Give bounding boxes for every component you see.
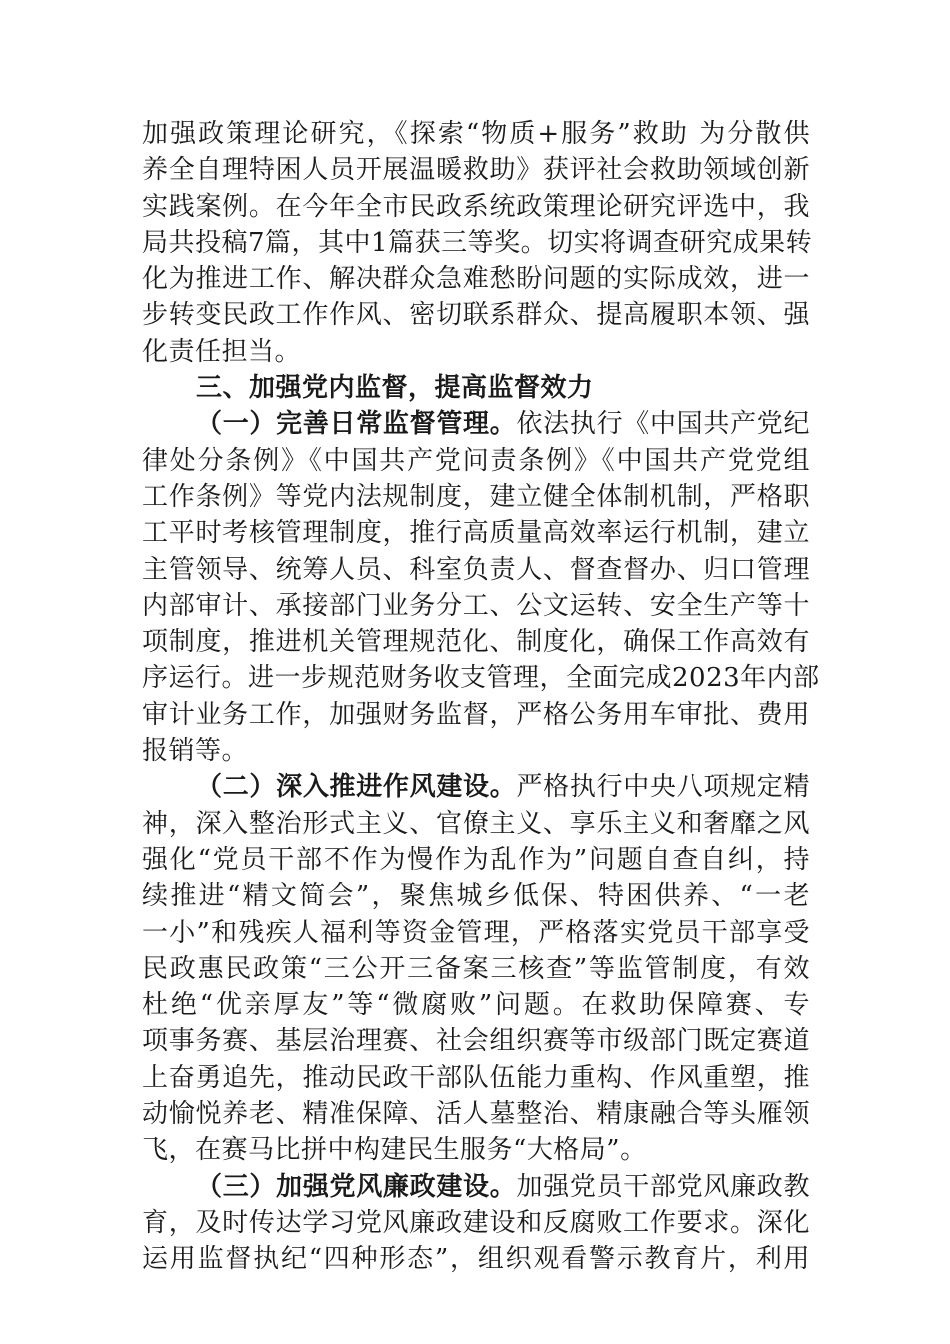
text-line: 内部审计、承接部门业务分工、公文运转、安全生产等十: [142, 590, 810, 621]
paragraph-title: （一）完善日常监督管理。: [196, 409, 517, 440]
paragraph-title: （二）深入推进作风建设。: [196, 772, 517, 803]
text-line: 加强政策理论研究，《探索“物质+服务”救助 为分散供: [142, 119, 810, 149]
text-line: 杜绝“优亲厚友”等“微腐败”问题。在救助保障赛、专: [142, 990, 810, 1021]
text-line: 神，深入整治形式主义、官僚主义、享乐主义和奢靡之风: [142, 808, 810, 839]
text-line: 强化“党员干部不作为慢作为乱作为”问题自查自纠，持: [142, 844, 810, 875]
text-line: 养全自理特困人员开展温暖救助》获评社会救助领域创新: [142, 155, 810, 186]
text-line: 序运行。进一步规范财务收支管理，全面完成2023年内部: [142, 663, 820, 694]
text-line: 飞，在赛马比拼中构建民生服务“大格局”。: [142, 1135, 647, 1166]
text-line: 局共投稿7篇，其中1篇获三等奖。切实将调查研究成果转: [142, 227, 813, 258]
paragraph-first-line: [142, 1169, 810, 1205]
paragraph-text: 依法执行《中国共产党纪: [516, 409, 810, 440]
paragraph-text: 严格执行中央八项规定精: [516, 772, 810, 803]
paragraph-text: 加强党员干部党风廉政教: [516, 1171, 810, 1202]
text-line: 民政惠民政策“三公开三备案三核查”等监管制度，有效: [142, 953, 810, 984]
paragraph-first-line: [142, 769, 810, 805]
section-heading: 三、加强党内监督，提高监督效力: [196, 373, 594, 404]
paragraph-title: （三）加强党风廉政建设。: [196, 1171, 517, 1202]
text-line: 育，及时传达学习党风廉政建设和反腐败工作要求。深化: [142, 1207, 810, 1238]
text-line: 上奋勇追先，推动民政干部队伍能力重构、作风重塑，推: [142, 1062, 810, 1093]
text-line: 运用监督执纪“四种形态”，组织观看警示教育片，利用: [142, 1244, 810, 1275]
text-line: 一小”和残疾人福利等资金管理，严格落实党员干部享受: [142, 917, 810, 948]
text-line: 工平时考核管理制度，推行高质量高效率运行机制，建立: [142, 518, 810, 549]
text-line: 步转变民政工作作风、密切联系群众、提高履职本领、强: [142, 300, 810, 331]
paragraph-first-line: [142, 406, 810, 442]
text-line: 化责任担当。: [142, 336, 302, 367]
text-line: 续推进“精文简会”，聚焦城乡低保、特困供养、“一老: [142, 881, 810, 912]
text-line: 工作条例》等党内法规制度，建立健全体制机制，严格职: [142, 481, 810, 512]
text-line: 动愉悦养老、精准保障、活人墓整治、精康融合等头雁领: [142, 1099, 810, 1130]
text-line: 实践案例。在今年全市民政系统政策理论研究评选中，我: [142, 191, 810, 222]
document-body: [142, 116, 820, 1278]
text-line: 主管领导、统筹人员、科室负责人、督查督办、归口管理: [142, 554, 810, 585]
text-line: 项事务赛、基层治理赛、社会组织赛等市级部门既定赛道: [142, 1026, 810, 1057]
text-line: 化为推进工作、解决群众急难愁盼问题的实际成效，进一: [142, 264, 810, 295]
text-line: 项制度，推进机关管理规范化、制度化，确保工作高效有: [142, 627, 810, 658]
text-line: 审计业务工作，加强财务监督，严格公务用车审批、费用: [142, 699, 810, 730]
text-line: 律处分条例》《中国共产党问责条例》《中国共产党党组: [142, 445, 810, 476]
text-line: 报销等。: [142, 736, 249, 767]
